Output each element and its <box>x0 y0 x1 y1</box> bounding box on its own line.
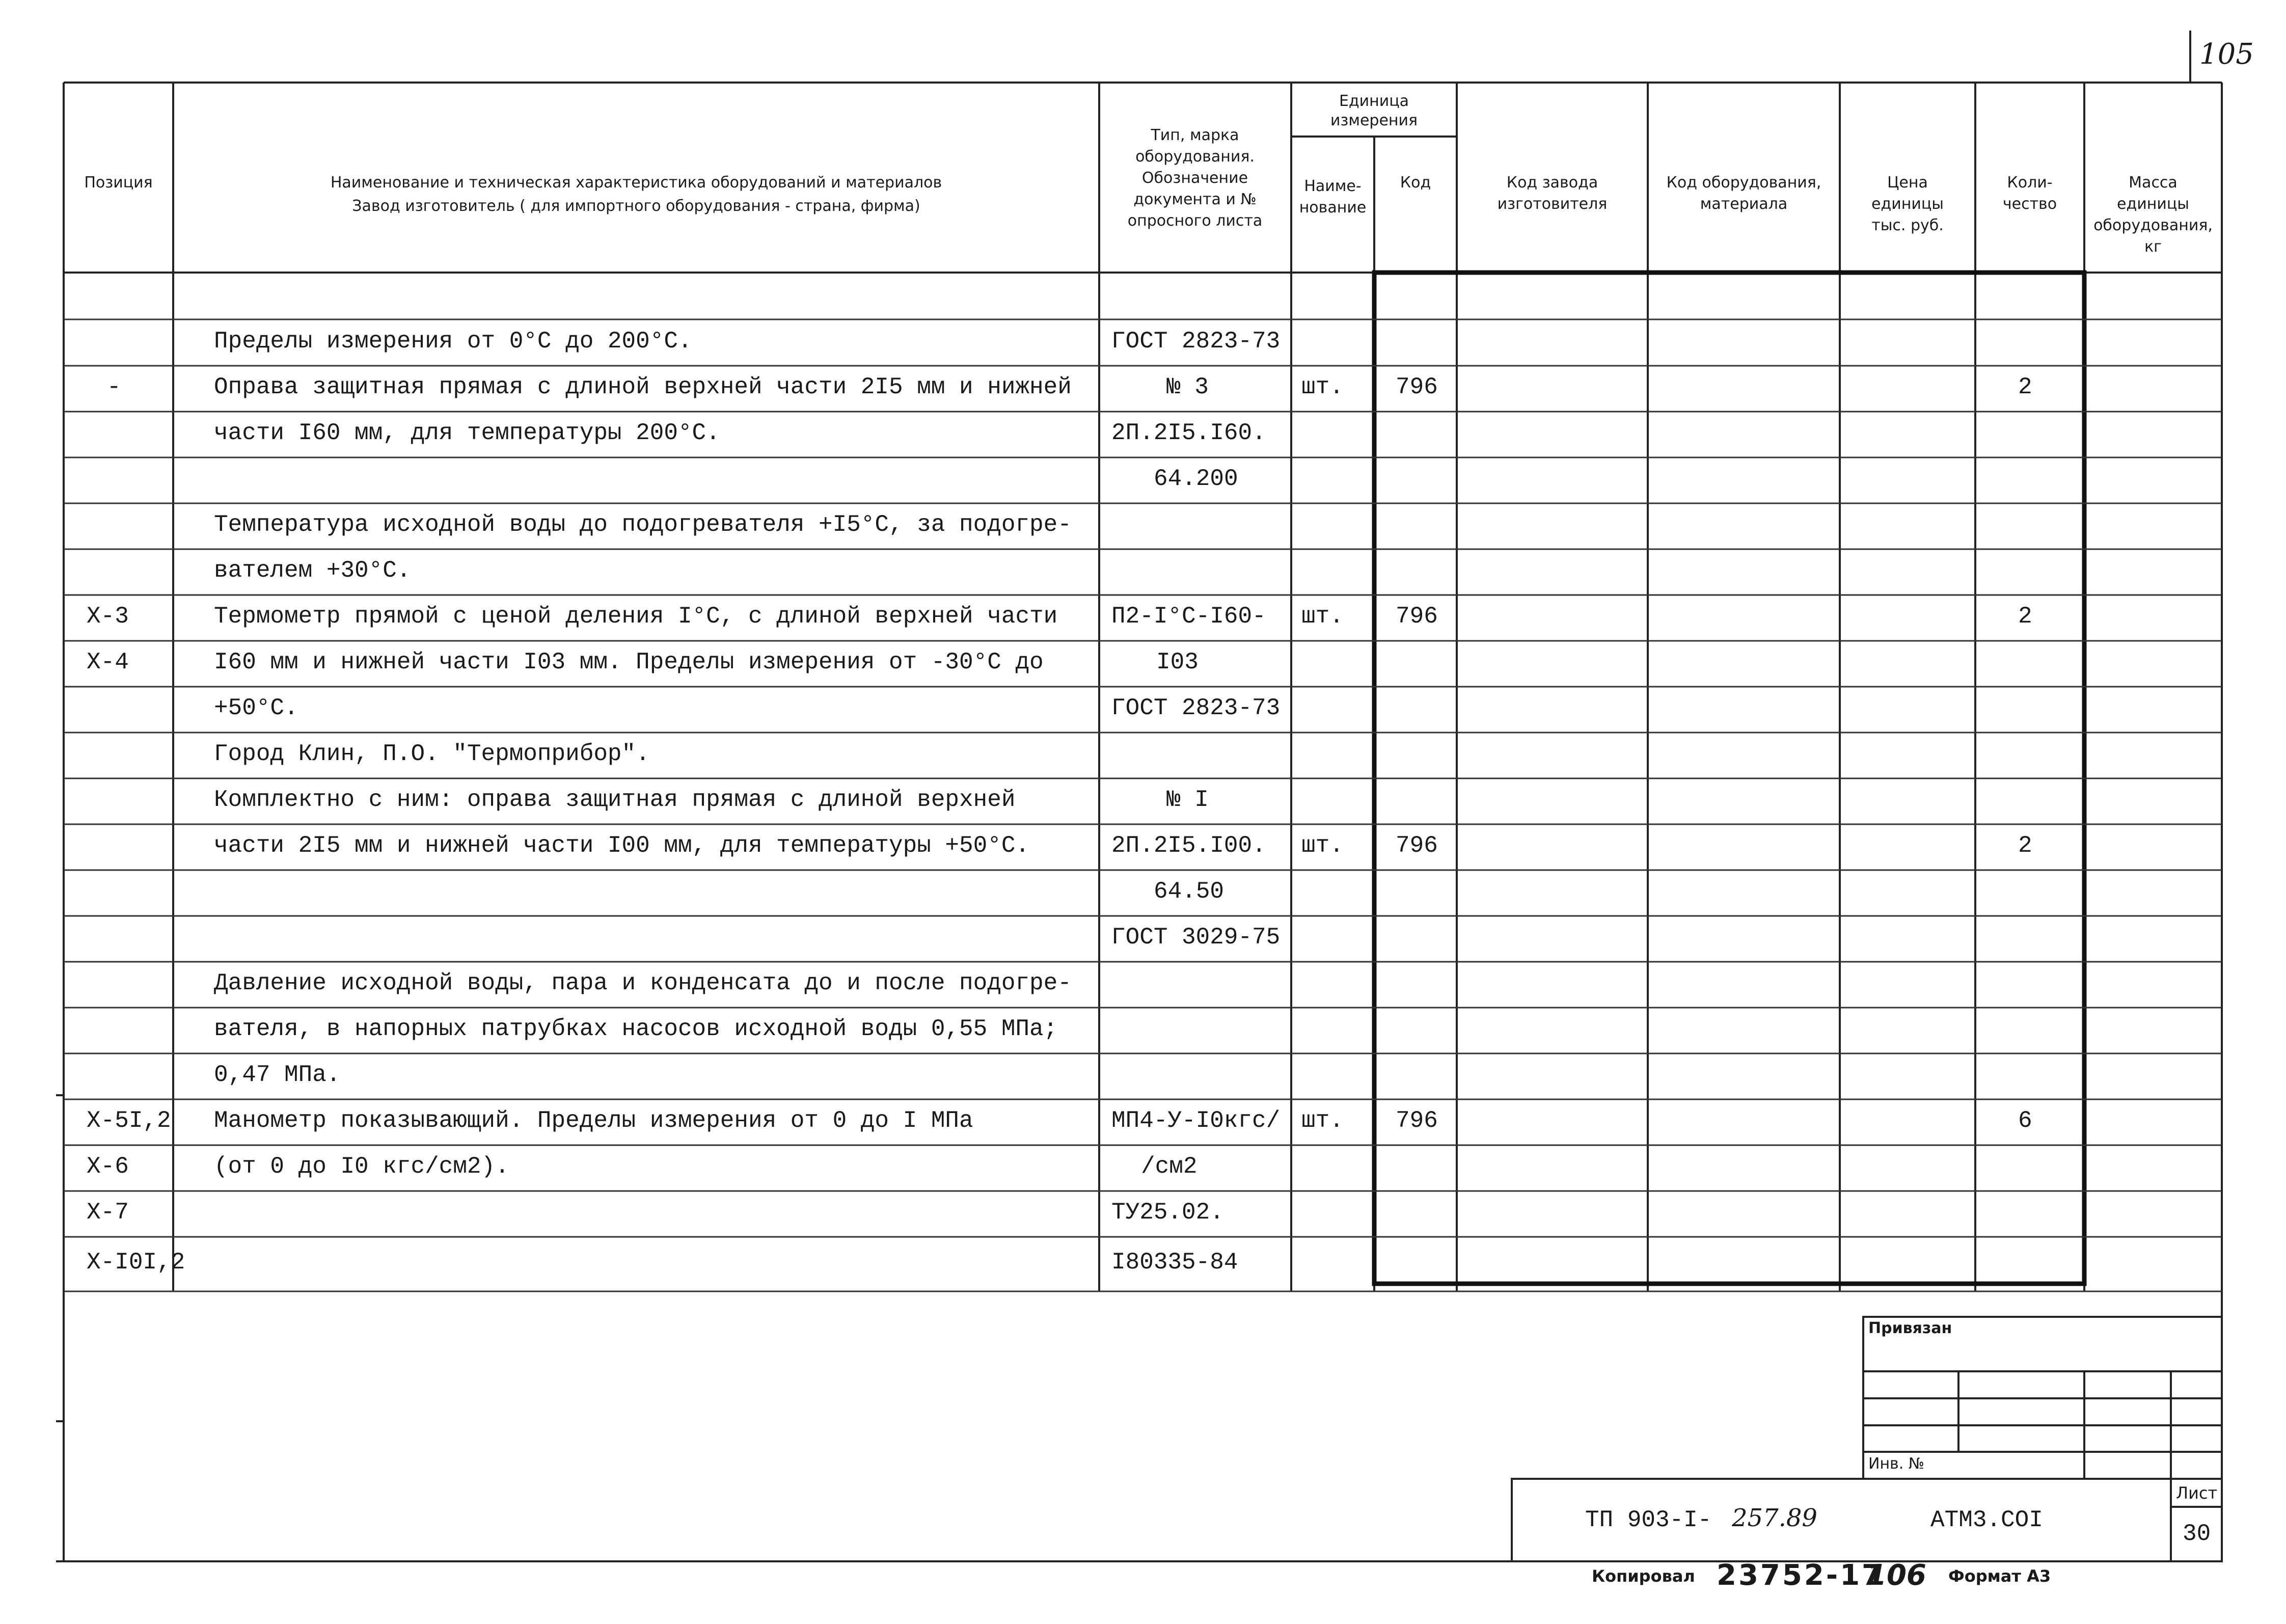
row-qty: 2 <box>2018 603 2032 630</box>
header-type-line: оборудования. <box>1135 148 1255 166</box>
row-description: Город Клин, П.О. "Термоприбор". <box>214 741 650 767</box>
footer-copy-number: 23752-17 <box>1717 1559 1884 1592</box>
row-type: № 3 <box>1166 374 1209 400</box>
footer-format-label: Формат А3 <box>1948 1566 2051 1586</box>
row-position: Х-3 <box>87 603 129 630</box>
row-description: Давление исходной воды, пара и конденсата до и после подогре- <box>214 970 1072 996</box>
row-description: (от 0 до I0 кгс/см2). <box>214 1153 509 1180</box>
row-description: части I60 мм, для температуры 200°С. <box>214 420 720 446</box>
row-unit: шт. <box>1301 832 1344 859</box>
stamp-doc-prefix: ТП 903-I- <box>1585 1507 1712 1533</box>
row-code: 796 <box>1396 374 1438 400</box>
row-qty: 2 <box>2018 374 2032 400</box>
row-type: I03 <box>1156 649 1199 675</box>
row-position: Х-7 <box>87 1199 129 1226</box>
handwritten-page-number: 105 <box>2199 38 2254 71</box>
row-description: вателем +30°С. <box>214 557 411 584</box>
stamp-bound-label: Привязан <box>1868 1319 1952 1337</box>
footer-copy-page: 106 <box>1867 1559 1926 1592</box>
row-type: ГОСТ 2823-73 <box>1111 695 1281 721</box>
header-type-line: Тип, марка <box>1151 126 1239 144</box>
header-unit-group-line: измерения <box>1330 112 1418 129</box>
row-unit: шт. <box>1301 603 1344 630</box>
footer-copied-label: Копировал <box>1592 1566 1695 1586</box>
row-description: Оправа защитная прямая с длиной верхней части 2I5 мм и нижней <box>214 374 1072 400</box>
header-qty-line: чество <box>2002 195 2057 213</box>
row-description: части 2I5 мм и нижней части I00 мм, для температуры +50°С. <box>214 832 1030 859</box>
row-type: 64.200 <box>1154 466 1238 492</box>
header-equip-code <box>1649 172 1839 215</box>
header-mass <box>2085 172 2221 258</box>
stamp-inv-label: Инв. № <box>1868 1455 1925 1473</box>
header-qty <box>1976 172 2083 215</box>
row-description: 0,47 МПа. <box>214 1062 341 1088</box>
header-equip-code-line: материала <box>1700 195 1788 213</box>
row-position: Х-4 <box>87 649 129 675</box>
header-factory-code <box>1458 172 1647 215</box>
header-unit-name <box>1292 176 1373 219</box>
header-position: Позиция <box>84 174 153 192</box>
row-type: № I <box>1166 787 1209 813</box>
row-type: МП4-У-I0кгс/ <box>1111 1107 1281 1134</box>
row-position: - <box>107 374 121 400</box>
row-code: 796 <box>1396 1107 1438 1134</box>
header-type-line: документа и № <box>1133 191 1257 208</box>
header-unit-name-line: нование <box>1299 199 1367 216</box>
row-type: 2П.2I5.I60. <box>1111 420 1266 446</box>
header-price <box>1841 172 1974 236</box>
header-unit-group-line: Единица <box>1339 92 1409 110</box>
row-description: Термометр прямой с ценой деления I°С, с длиной верхней части <box>214 603 1058 630</box>
header-price-line: Цена <box>1887 174 1928 192</box>
row-type: 2П.2I5.I00. <box>1111 832 1266 859</box>
row-type: ГОСТ 2823-73 <box>1111 328 1281 355</box>
header-factory-code-line: изготовителя <box>1497 195 1608 213</box>
header-mass-line: единицы <box>2117 195 2189 213</box>
header-type <box>1100 125 1290 232</box>
header-mass-line: оборудования, <box>2093 216 2213 234</box>
header-name-line1: Наименование и техническая характеристика оборудований и материалов <box>330 174 942 192</box>
stamp-doc-code: АТМ3.COI <box>1930 1507 2043 1533</box>
row-unit: шт. <box>1301 1107 1344 1134</box>
header-unit-code: Код <box>1400 174 1431 192</box>
row-description: Комплектно с ним: оправа защитная прямая с длиной верхней <box>214 787 1016 813</box>
row-type: П2-I°С-I60- <box>1111 603 1266 630</box>
header-unit-name-line: Наиме- <box>1304 177 1362 195</box>
row-qty: 6 <box>2018 1107 2032 1134</box>
header-factory-code-line: Код завода <box>1506 174 1598 192</box>
row-description: Температура исходной воды до подогревателя +I5°С, за подогре- <box>214 511 1072 538</box>
row-position: Х-I0I,2 <box>87 1249 185 1276</box>
row-code: 796 <box>1396 603 1438 630</box>
row-position: Х-5I,2 <box>87 1107 171 1134</box>
header-type-line: Обозначение <box>1141 169 1248 187</box>
row-description: Манометр показывающий. Пределы измерения от 0 до I МПа <box>214 1107 973 1134</box>
row-description: Пределы измерения от 0°С до 200°С. <box>214 328 692 355</box>
header-price-line: тыс. руб. <box>1871 216 1944 234</box>
row-description: +50°С. <box>214 695 298 721</box>
header-mass-line: Масса <box>2129 174 2178 192</box>
header-unit-group <box>1292 92 1456 130</box>
row-position: Х-6 <box>87 1153 129 1180</box>
header-type-line: опросного листа <box>1127 212 1263 230</box>
row-type: ТУ25.02. <box>1111 1199 1224 1226</box>
row-type: 64.50 <box>1154 878 1224 905</box>
row-description: I60 мм и нижней части I03 мм. Пределы измерения от -30°С до <box>214 649 1044 675</box>
stamp-doc-handwritten: 257.89 <box>1732 1504 1817 1532</box>
row-qty: 2 <box>2018 832 2032 859</box>
row-unit: шт. <box>1301 374 1344 400</box>
header-qty-line: Коли- <box>2007 174 2053 192</box>
row-type: I80335-84 <box>1111 1249 1238 1276</box>
header-name-line2: Завод изготовитель ( для импортного оборудования - страна, фирма) <box>352 197 920 215</box>
row-code: 796 <box>1396 832 1438 859</box>
row-type: ГОСТ 3029-75 <box>1111 924 1281 951</box>
header-mass-line: кг <box>2144 238 2162 256</box>
header-equip-code-line: Код оборудования, <box>1666 174 1821 192</box>
stamp-sheet-label: Лист <box>2176 1483 2218 1503</box>
stamp-sheet-number: 30 <box>2183 1521 2211 1547</box>
header-price-line: единицы <box>1871 195 1944 213</box>
row-description: вателя, в напорных патрубках насосов исходной воды 0,55 МПа; <box>214 1016 1058 1042</box>
row-type: /см2 <box>1141 1153 1198 1180</box>
